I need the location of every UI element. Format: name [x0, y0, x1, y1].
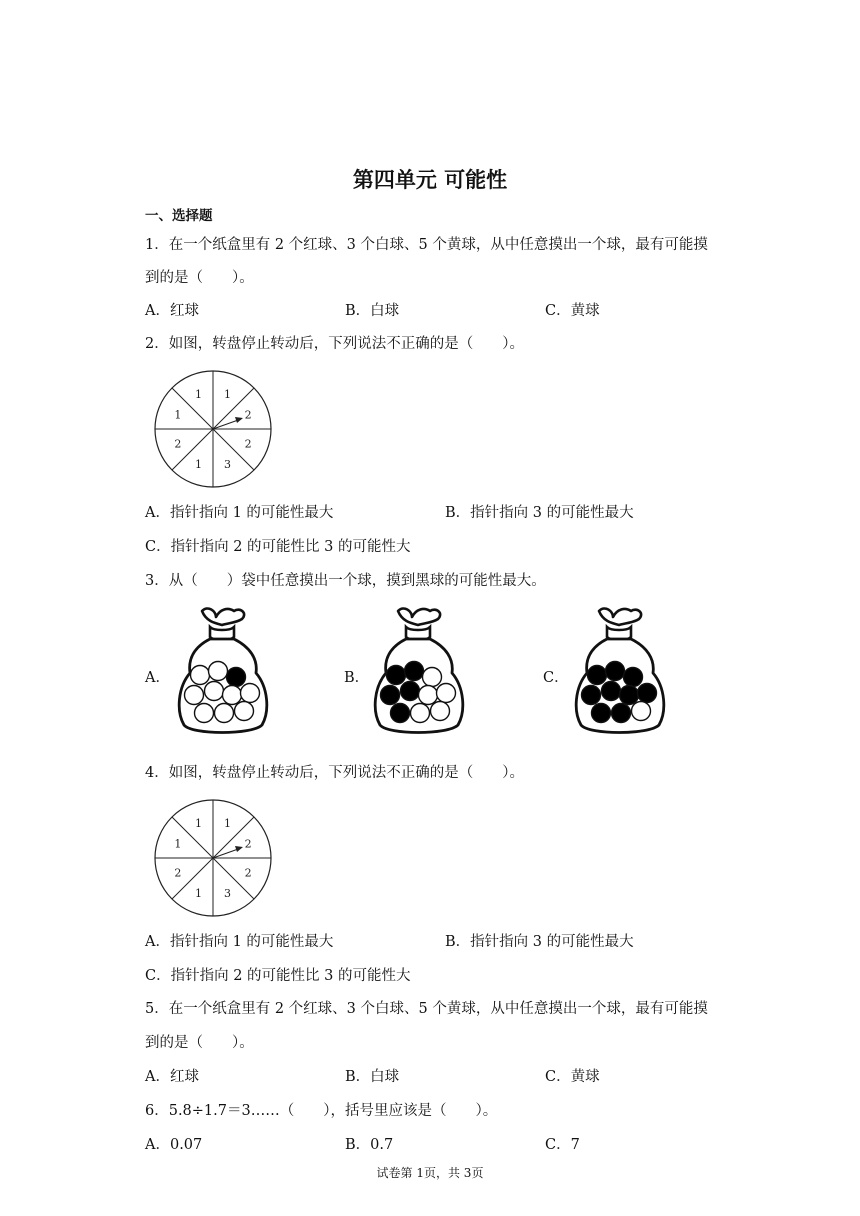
spinner-sector-number: 3	[224, 458, 232, 472]
page-footer: 试卷第 1页，共 3页	[376, 1166, 484, 1180]
q3-option-a-label: A．	[145, 670, 170, 686]
pointer-arrow-head	[235, 417, 243, 423]
bag-b-figure	[366, 603, 471, 738]
spinner-sector-number: 1	[194, 387, 202, 401]
black-ball	[387, 666, 406, 685]
q1-option-b: B．白球	[345, 303, 400, 319]
q5-option-a: A．红球	[145, 1069, 199, 1085]
q6-option-b: B．0.7	[345, 1137, 394, 1153]
q4-option-b: B．指针指向 3 的可能性最大	[445, 934, 634, 950]
black-ball	[391, 704, 410, 723]
bag-knot	[398, 609, 440, 625]
black-ball	[612, 704, 631, 723]
spinner-sector-number: 1	[194, 887, 202, 901]
white-ball	[209, 662, 228, 681]
spinner-sector-number: 3	[224, 887, 232, 901]
section-heading: 一、选择题	[145, 208, 213, 224]
q3-option-b-label: B．	[344, 670, 370, 686]
spinner-sector-number: 1	[194, 816, 202, 830]
spinner-sector-number: 2	[244, 408, 252, 422]
q5-text-line2: 到的是（ ）。	[145, 1035, 254, 1051]
q1-option-c: C．黄球	[545, 303, 600, 319]
bag-a-figure	[170, 603, 275, 738]
black-ball	[638, 684, 657, 703]
spinner-sector-number: 2	[244, 437, 252, 451]
pointer-arrow-head	[235, 846, 243, 852]
spinner-sector-number: 2	[244, 866, 252, 880]
bag-knot	[202, 609, 244, 625]
black-ball	[588, 666, 607, 685]
white-ball	[241, 684, 260, 703]
q1-text-line1: 1．在一个纸盒里有 2 个红球、3 个白球、5 个黄球，从中任意摸出一个球，最有可能摸	[145, 237, 708, 253]
bag-c-figure	[567, 603, 672, 738]
q6-text: 6．5.8÷1.7＝3……（ ），括号里应该是（ ）。	[145, 1103, 498, 1119]
black-ball	[582, 686, 601, 705]
spinner-sector-number: 1	[224, 816, 232, 830]
black-ball	[606, 662, 625, 681]
q2-option-b: B．指针指向 3 的可能性最大	[445, 505, 634, 521]
q5-option-c: C．黄球	[545, 1069, 600, 1085]
white-ball	[185, 686, 204, 705]
white-ball	[411, 704, 430, 723]
spinner-sector-number: 2	[244, 837, 252, 851]
white-ball	[191, 666, 210, 685]
q4-option-a: A．指针指向 1 的可能性最大	[145, 934, 334, 950]
spinner-sector-number: 1	[194, 458, 202, 472]
black-ball	[401, 682, 420, 701]
spinner-sector-number: 1	[224, 387, 232, 401]
q2-option-a: A．指针指向 1 的可能性最大	[145, 505, 334, 521]
white-ball	[431, 702, 450, 721]
bag-knot	[599, 609, 641, 625]
spinner-sector-number: 2	[174, 866, 182, 880]
q3-option-c-label: C．	[543, 670, 569, 686]
q2-spinner-figure	[152, 368, 274, 490]
black-ball	[624, 668, 643, 687]
q2-text: 2．如图，转盘停止转动后，下列说法不正确的是（ ）。	[145, 336, 524, 352]
q4-option-c: C．指针指向 2 的可能性比 3 的可能性大	[145, 968, 411, 984]
black-ball	[405, 662, 424, 681]
white-ball	[437, 684, 456, 703]
black-ball	[602, 682, 621, 701]
q4-spinner-figure	[152, 797, 274, 919]
black-ball	[381, 686, 400, 705]
white-ball	[235, 702, 254, 721]
q2-option-c: C．指针指向 2 的可能性比 3 的可能性大	[145, 539, 411, 555]
black-ball	[227, 668, 246, 687]
white-ball	[632, 702, 651, 721]
white-ball	[215, 704, 234, 723]
white-ball	[423, 668, 442, 687]
q5-option-b: B．白球	[345, 1069, 400, 1085]
black-ball	[620, 686, 639, 705]
q1-text-line2: 到的是（ ）。	[145, 270, 254, 286]
black-ball	[592, 704, 611, 723]
spinner-sector-number: 1	[174, 837, 182, 851]
spinner-sector-number: 2	[174, 437, 182, 451]
white-ball	[419, 686, 438, 705]
q6-option-a: A．0.07	[145, 1137, 203, 1153]
q5-text-line1: 5．在一个纸盒里有 2 个红球、3 个白球、5 个黄球，从中任意摸出一个球，最有可能摸	[145, 1001, 708, 1017]
q1-option-a: A．红球	[145, 303, 199, 319]
white-ball	[205, 682, 224, 701]
q6-option-c: C．7	[545, 1137, 580, 1153]
white-ball	[195, 704, 214, 723]
page-title: 第四单元 可能性	[352, 168, 508, 192]
white-ball	[223, 686, 242, 705]
q4-text: 4．如图，转盘停止转动后，下列说法不正确的是（ ）。	[145, 765, 524, 781]
spinner-sector-number: 1	[174, 408, 182, 422]
q3-text: 3．从（ ）袋中任意摸出一个球，摸到黑球的可能性最大。	[145, 573, 546, 589]
